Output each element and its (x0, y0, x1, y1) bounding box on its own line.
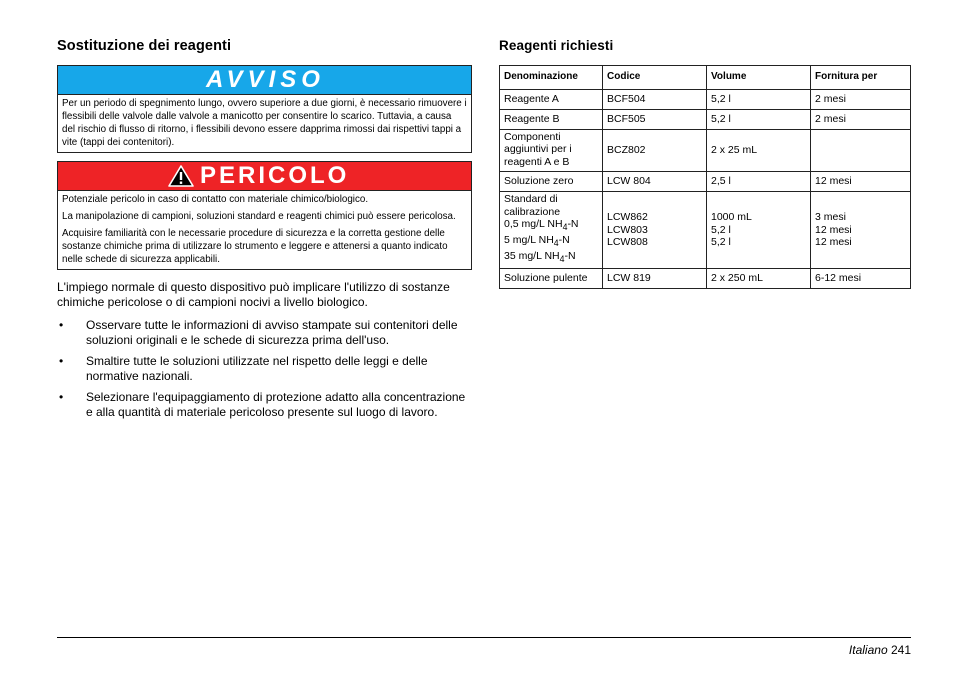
table-row (500, 269, 911, 289)
danger-paragraph: La manipolazione di campioni, soluzioni standard e reagenti chimici può essere pericolosa. (62, 211, 456, 222)
supply-line: 12 mesi (815, 223, 852, 236)
cell-name (500, 191, 603, 268)
standard-line (504, 234, 598, 250)
table-row (500, 171, 911, 191)
cell-code: BCF505 (603, 109, 707, 129)
warning-triangle-icon (168, 165, 194, 187)
notice-text: Per un periodo di spegnimento lungo, ovvero superiore a due giorni, è necessario rimuovere i flessibili delle valvole dalle valvole a manicotto per consentire lo scarico. Tuttavia, a causa del rischio di flusso di ritorno, i flessibili devono essere dapprima rimossi dai rispettivi tappi a vite (tappi dei contenitori). (62, 98, 467, 148)
table-row (500, 191, 911, 268)
reagents-table (499, 65, 911, 289)
danger-paragraph: Potenziale pericolo in caso di contatto con materiale chimico/biologico. (62, 194, 369, 205)
danger-title: PERICOLO (200, 162, 350, 189)
subscript: 4 (562, 222, 568, 233)
standard-suffix: -N (558, 234, 570, 247)
list-item-text: Selezionare l'equipaggiamento di protezione adatto alla concentrazione e alla quantità di materiale pericoloso presente sul luogo di lavoro. (86, 390, 466, 419)
table-heading: Reagenti richiesti (499, 38, 614, 53)
subscript: 4 (553, 238, 559, 249)
bullet-symbol: • (59, 390, 64, 404)
cell-volume: 5,2 l (707, 109, 811, 129)
list-item (57, 318, 472, 348)
cell-supply: 2 mesi (811, 109, 911, 129)
list-item (57, 390, 472, 420)
cell-code: LCW 819 (603, 269, 707, 289)
cell-code (603, 191, 707, 268)
cell-supply: 6-12 mesi (811, 269, 911, 289)
table-row (500, 129, 911, 171)
volume-line: 5,2 l (711, 236, 731, 249)
standard-concentration: 0,5 mg/L NH (504, 218, 563, 231)
list-item (57, 354, 472, 384)
footer-rule (57, 637, 911, 638)
standard-line (504, 250, 598, 266)
column-header: Fornitura per (811, 66, 911, 90)
cell-name: Soluzione pulente (500, 269, 603, 289)
safety-list (57, 318, 472, 420)
cell-supply: 12 mesi (811, 171, 911, 191)
cell-supply (811, 191, 911, 268)
cell-name: Reagente B (500, 109, 603, 129)
standard-concentration: 5 mg/L NH (504, 234, 554, 247)
cell-code: LCW 804 (603, 171, 707, 191)
volume-line: 5,2 l (711, 223, 731, 236)
notice-box (57, 65, 472, 153)
cell-volume: 5,2 l (707, 90, 811, 110)
cell-code: BCZ802 (603, 129, 707, 171)
cell-volume: 2,5 l (707, 171, 811, 191)
right-column (499, 38, 911, 289)
section-heading: Sostituzione dei reagenti (57, 38, 232, 54)
list-item-text: Smaltire tutte le soluzioni utilizzate nel rispetto delle leggi e delle normative nazionali. (86, 354, 428, 383)
standard-suffix: -N (564, 250, 576, 263)
cell-supply (811, 129, 911, 171)
code-line: LCW862 (607, 210, 648, 223)
page-footer (849, 643, 911, 657)
bullet-symbol: • (59, 318, 64, 332)
column-header: Codice (603, 66, 707, 90)
table-header-row (500, 66, 911, 90)
cell-name: Componenti aggiuntivi per i reagenti A e B (500, 129, 603, 171)
supply-line: 3 mesi (815, 210, 846, 223)
cell-code: BCF504 (603, 90, 707, 110)
volume-line: 1000 mL (711, 210, 752, 223)
subscript: 4 (559, 254, 565, 265)
danger-paragraph: Acquisire familiarità con le necessarie procedure di sicurezza e la corretta gestione delle sostanze chimiche prima di utilizzare lo strumento e leggere e attenersi a quanto indicato nelle schede di sicurezza applicabili. (62, 228, 448, 265)
bullet-symbol: • (59, 354, 64, 368)
column-header: Volume (707, 66, 811, 90)
standard-concentration: 35 mg/L NH (504, 250, 560, 263)
danger-box (57, 161, 472, 270)
footer-language: Italiano (848, 643, 888, 657)
code-line: LCW803 (607, 223, 648, 236)
cell-volume (707, 191, 811, 268)
intro-paragraph: L'impiego normale di questo dispositivo può implicare l'utilizzo di sostanze chimiche pericolose o di campioni nocivi a livello biologico. (57, 280, 450, 309)
standard-suffix: -N (567, 218, 579, 231)
cell-name: Soluzione zero (500, 171, 603, 191)
danger-body (58, 190, 471, 269)
list-item-text: Osservare tutte le informazioni di avviso stampate sui contenitori delle soluzioni originali e le schede di sicurezza prima dell'uso. (86, 318, 458, 347)
standard-intro: Standard di calibrazione (504, 192, 561, 218)
cell-volume: 2 x 25 mL (707, 129, 811, 171)
column-header: Denominazione (500, 66, 603, 90)
code-line: LCW808 (607, 236, 648, 249)
standard-line (504, 218, 598, 234)
table-row (500, 90, 911, 110)
supply-line: 12 mesi (815, 236, 852, 249)
danger-banner (58, 162, 471, 190)
cell-volume: 2 x 250 mL (707, 269, 811, 289)
cell-supply: 2 mesi (811, 90, 911, 110)
notice-title: AVVISO (206, 66, 325, 93)
page-number: 241 (890, 643, 911, 657)
left-column (57, 38, 472, 426)
notice-body (58, 94, 471, 152)
notice-banner (58, 66, 471, 94)
cell-name: Reagente A (500, 90, 603, 110)
table-row (500, 109, 911, 129)
